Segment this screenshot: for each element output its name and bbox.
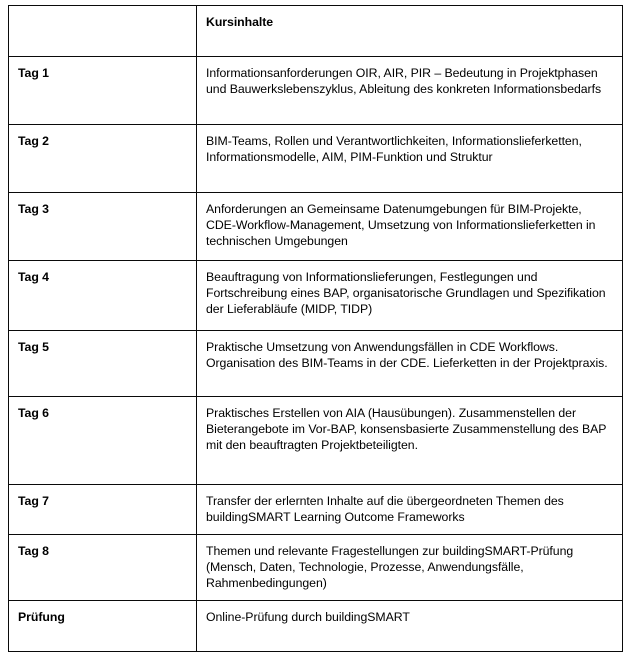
row-day-label: Tag 3 — [9, 193, 197, 261]
row-day-label: Tag 7 — [9, 485, 197, 535]
row-day-label: Prüfung — [9, 601, 197, 652]
row-day-label: Tag 6 — [9, 397, 197, 485]
row-day-label: Tag 2 — [9, 125, 197, 193]
row-topic-text: Themen und relevante Fragestellungen zur buildingSMART-Prüfung (Mensch, Daten, Technologie, Prozesse, Anwendungsfälle, Rahmenbedingungen) — [197, 535, 623, 601]
table-row — [9, 331, 623, 397]
row-day-label: Tag 1 — [9, 57, 197, 125]
row-topic-text: Praktische Umsetzung von Anwendungsfällen in CDE Workflows. Organisation des BIM-Teams in der CDE. Lieferketten in der Projektpraxis. — [197, 331, 623, 397]
row-topic-text: Online-Prüfung durch buildingSMART — [197, 601, 623, 652]
row-topic-text: Anforderungen an Gemeinsame Datenumgebungen für BIM-Projekte, CDE-Workflow-Management, Umsetzung von Informationslieferketten in technischen Umgebungen — [197, 193, 623, 261]
table-row — [9, 485, 623, 535]
row-topic-text: BIM-Teams, Rollen und Verantwortlichkeiten, Informationslieferketten, Informationsmodelle, AIM, PIM-Funktion und Struktur — [197, 125, 623, 193]
table-row — [9, 535, 623, 601]
table-row — [9, 193, 623, 261]
table-row — [9, 57, 623, 125]
row-topic-text: Transfer der erlernten Inhalte auf die übergeordneten Themen des buildingSMART Learning Outcome Frameworks — [197, 485, 623, 535]
table-row — [9, 601, 623, 652]
header-cell-day — [9, 6, 197, 57]
row-day-label: Tag 8 — [9, 535, 197, 601]
row-day-label: Tag 4 — [9, 261, 197, 331]
table-row — [9, 261, 623, 331]
row-day-label: Tag 5 — [9, 331, 197, 397]
table-header-row — [9, 6, 623, 57]
table-row — [9, 397, 623, 485]
table-row — [9, 125, 623, 193]
row-topic-text: Praktisches Erstellen von AIA (Hausübungen). Zusammenstellen der Bieterangebote im Vor-BAP, konsensbasierte Zusammenstellung des BAP mit den beauftragten Projektbeteiligten. — [197, 397, 623, 485]
header-cell-topic: Kursinhalte — [197, 6, 623, 57]
row-topic-text: Beauftragung von Informationslieferungen, Festlegungen und Fortschreibung eines BAP, organisatorische Grundlagen und Spezifikation der Lieferabläufe (MIDP, TIDP) — [197, 261, 623, 331]
row-topic-text: Informationsanforderungen OIR, AIR, PIR – Bedeutung in Projektphasen und Bauwerkslebenszyklus, Ableitung des konkreten Informationsbedarfs — [197, 57, 623, 125]
course-curriculum-table — [8, 5, 623, 652]
